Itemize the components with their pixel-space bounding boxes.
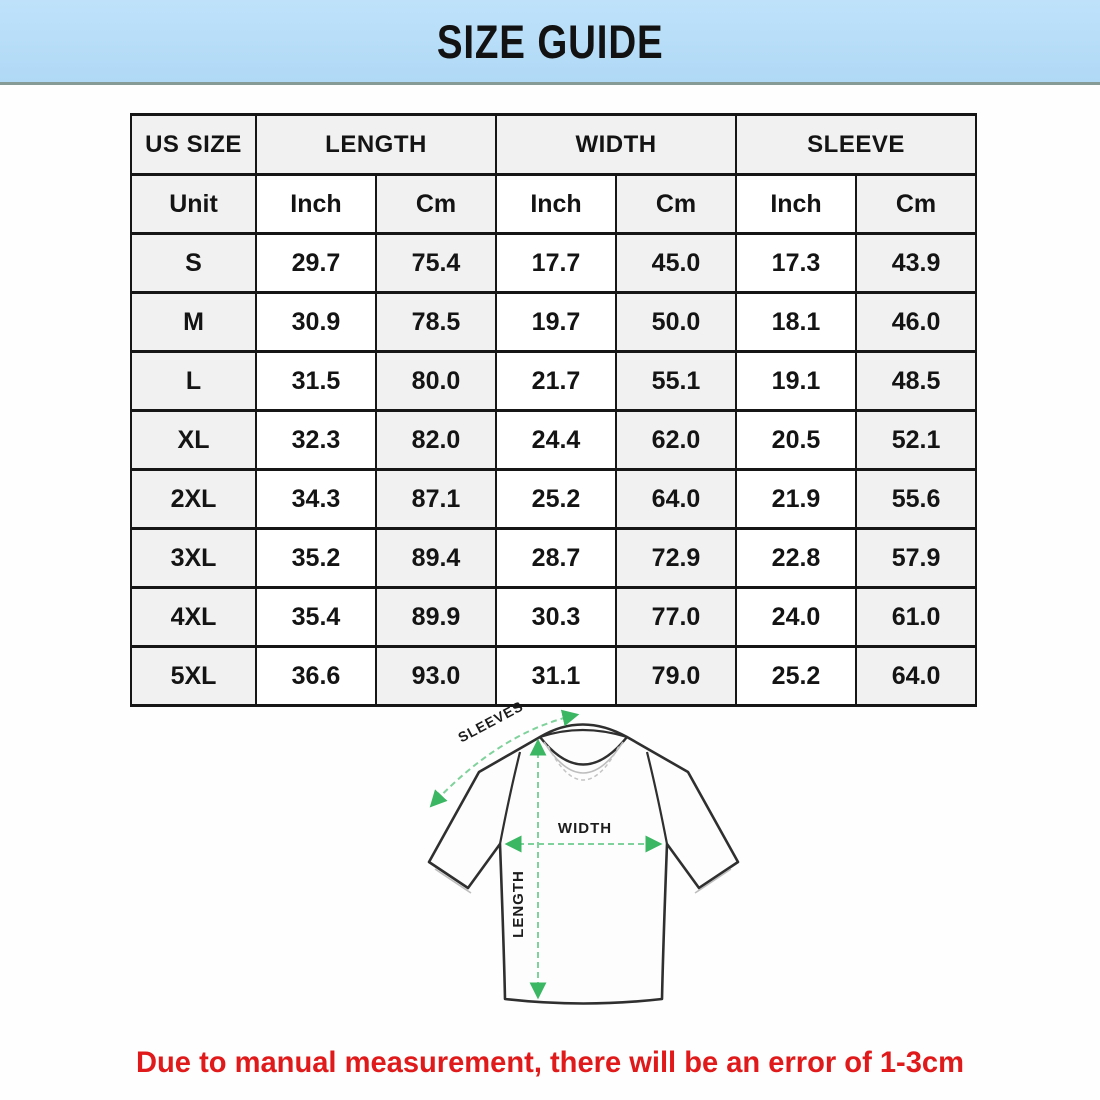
- value-cell: 64.0: [616, 470, 736, 529]
- value-cell: 21.9: [736, 470, 856, 529]
- column-header-width: WIDTH: [496, 115, 736, 175]
- width-cm-cell: Cm: [616, 175, 736, 234]
- value-cell: 79.0: [616, 647, 736, 706]
- value-cell: 20.5: [736, 411, 856, 470]
- value-cell: 55.1: [616, 352, 736, 411]
- value-cell: 24.0: [736, 588, 856, 647]
- value-cell: 61.0: [856, 588, 976, 647]
- value-cell: 18.1: [736, 293, 856, 352]
- banner: [0, 0, 1100, 85]
- value-cell: 93.0: [376, 647, 496, 706]
- length-inch-cell: Inch: [256, 175, 376, 234]
- tshirt-svg: [405, 692, 761, 1024]
- value-cell: 62.0: [616, 411, 736, 470]
- value-cell: 28.7: [496, 529, 616, 588]
- value-cell: 55.6: [856, 470, 976, 529]
- value-cell: 19.7: [496, 293, 616, 352]
- value-cell: 82.0: [376, 411, 496, 470]
- value-cell: 89.9: [376, 588, 496, 647]
- value-cell: 21.7: [496, 352, 616, 411]
- value-cell: 17.7: [496, 234, 616, 293]
- sleeve-cm-cell: Cm: [856, 175, 976, 234]
- tshirt-diagram: [405, 692, 761, 1024]
- size-cell: 2XL: [131, 470, 256, 529]
- value-cell: 31.1: [496, 647, 616, 706]
- table-row: [131, 293, 976, 352]
- column-header-us-size: US SIZE: [131, 115, 256, 175]
- group-header-row: [131, 115, 976, 175]
- value-cell: 24.4: [496, 411, 616, 470]
- measurement-note: Due to manual measurement, there will be an error of 1-3cm: [136, 1046, 964, 1079]
- value-cell: 57.9: [856, 529, 976, 588]
- size-cell: 3XL: [131, 529, 256, 588]
- value-cell: 29.7: [256, 234, 376, 293]
- table-row: [131, 470, 976, 529]
- value-cell: 22.8: [736, 529, 856, 588]
- table-row: [131, 411, 976, 470]
- size-cell: L: [131, 352, 256, 411]
- value-cell: 30.3: [496, 588, 616, 647]
- value-cell: 50.0: [616, 293, 736, 352]
- value-cell: 19.1: [736, 352, 856, 411]
- value-cell: 77.0: [616, 588, 736, 647]
- value-cell: 75.4: [376, 234, 496, 293]
- value-cell: 78.5: [376, 293, 496, 352]
- value-cell: 48.5: [856, 352, 976, 411]
- length-cm-cell: Cm: [376, 175, 496, 234]
- table-body: [131, 234, 976, 706]
- table-row: [131, 234, 976, 293]
- width-inch-cell: Inch: [496, 175, 616, 234]
- value-cell: 46.0: [856, 293, 976, 352]
- size-cell: M: [131, 293, 256, 352]
- value-cell: 45.0: [616, 234, 736, 293]
- table-row: [131, 529, 976, 588]
- size-table: [130, 113, 977, 707]
- value-cell: 35.4: [256, 588, 376, 647]
- value-cell: 72.9: [616, 529, 736, 588]
- value-cell: 89.4: [376, 529, 496, 588]
- size-cell: 4XL: [131, 588, 256, 647]
- value-cell: 25.2: [496, 470, 616, 529]
- table-row: [131, 352, 976, 411]
- value-cell: 87.1: [376, 470, 496, 529]
- value-cell: 36.6: [256, 647, 376, 706]
- size-cell: S: [131, 234, 256, 293]
- value-cell: 34.3: [256, 470, 376, 529]
- sleeve-inch-cell: Inch: [736, 175, 856, 234]
- size-cell: XL: [131, 411, 256, 470]
- tshirt-outline: [429, 725, 738, 1004]
- column-header-length: LENGTH: [256, 115, 496, 175]
- value-cell: 35.2: [256, 529, 376, 588]
- page-title: SIZE GUIDE: [436, 14, 664, 68]
- value-cell: 25.2: [736, 647, 856, 706]
- value-cell: 52.1: [856, 411, 976, 470]
- value-cell: 17.3: [736, 234, 856, 293]
- length-label: LENGTH: [510, 870, 527, 938]
- column-header-sleeve: SLEEVE: [736, 115, 976, 175]
- value-cell: 32.3: [256, 411, 376, 470]
- value-cell: 31.5: [256, 352, 376, 411]
- width-label: WIDTH: [557, 820, 613, 837]
- size-cell: 5XL: [131, 647, 256, 706]
- unit-label-cell: Unit: [131, 175, 256, 234]
- value-cell: 43.9: [856, 234, 976, 293]
- value-cell: 80.0: [376, 352, 496, 411]
- sleeves-label: SLEEVES: [455, 697, 527, 746]
- value-cell: 30.9: [256, 293, 376, 352]
- table-row: [131, 588, 976, 647]
- value-cell: 64.0: [856, 647, 976, 706]
- unit-header-row: [131, 175, 976, 234]
